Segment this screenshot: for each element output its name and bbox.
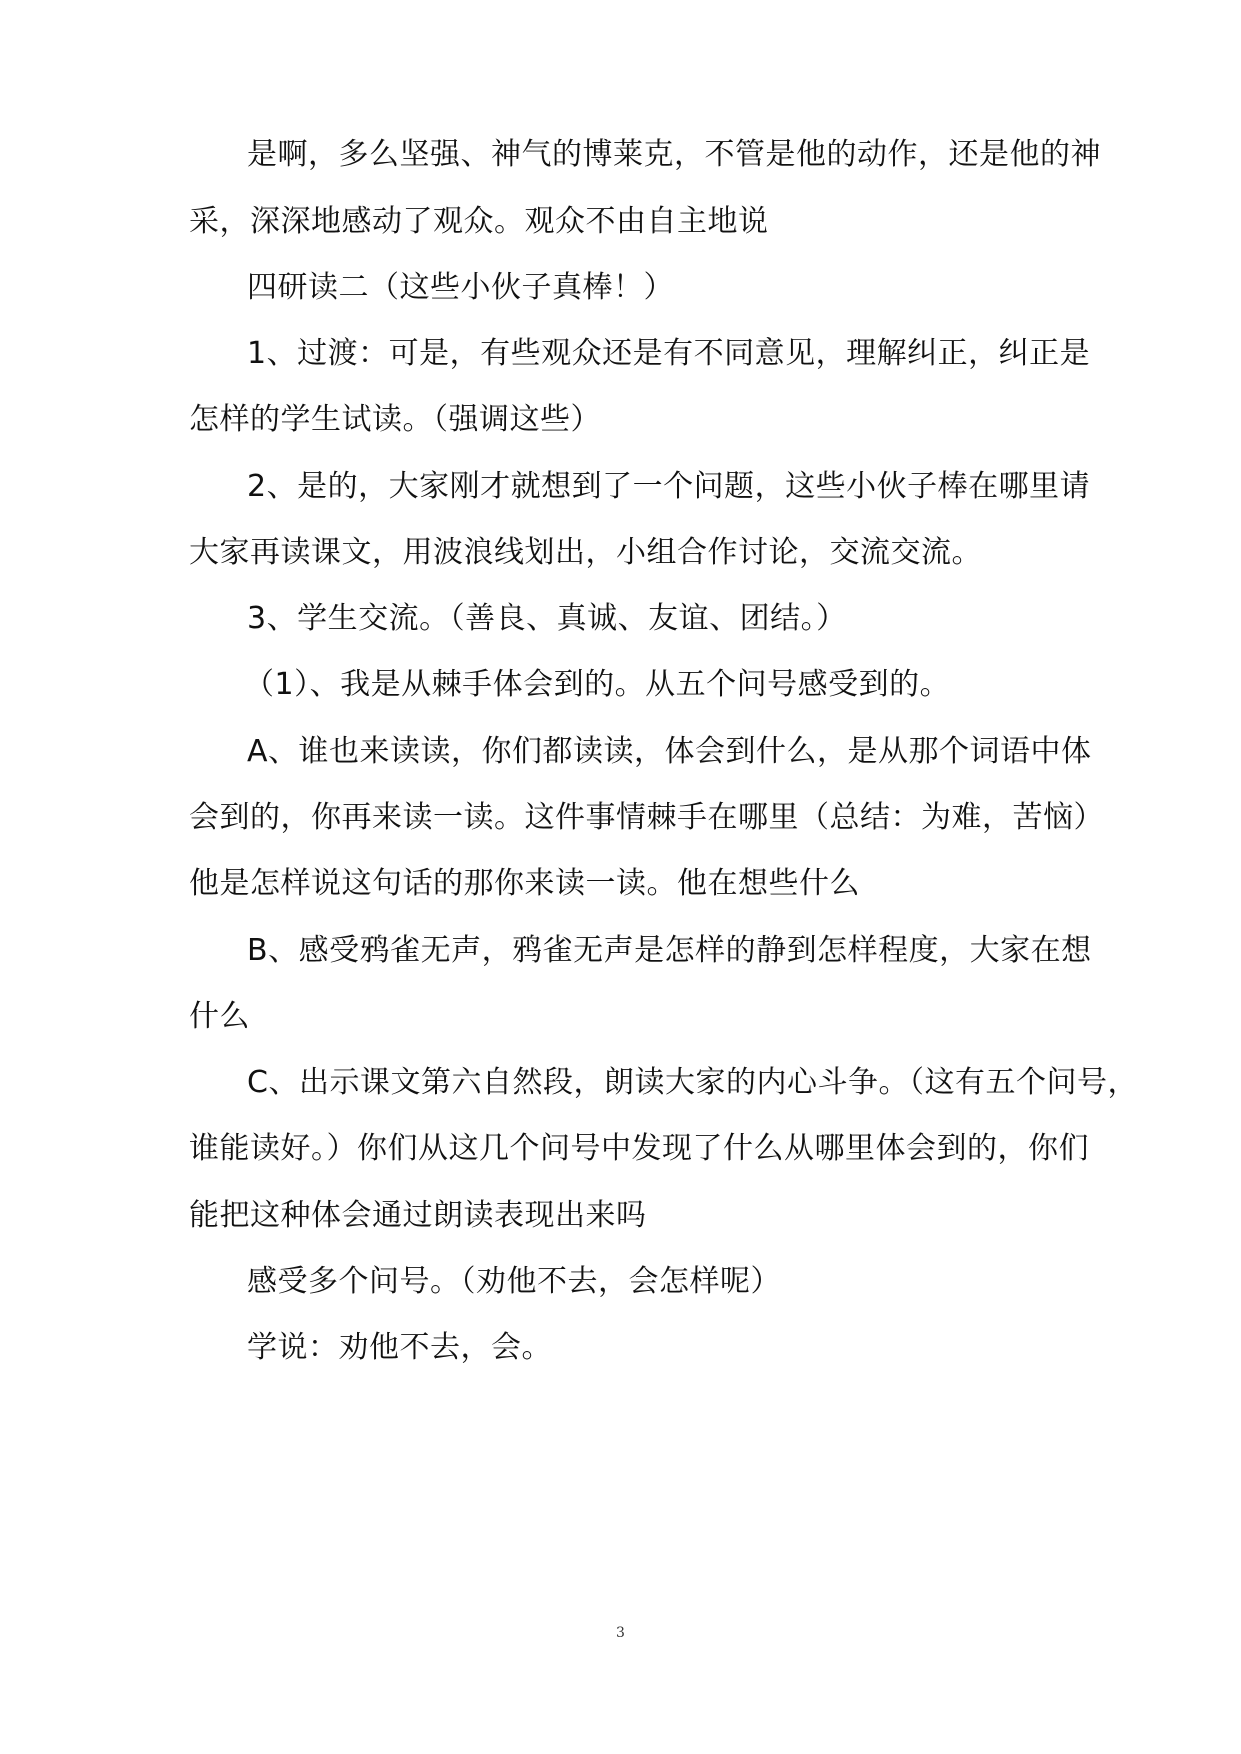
paragraph-line: 怎样的学生试读。（强调这些） <box>189 402 601 437</box>
section-heading: 四研读二（这些小伙子真棒！） <box>247 270 674 305</box>
paragraph-line: 2、是的，大家刚才就想到了一个问题，这些小伙子棒在哪里请 <box>247 469 1091 504</box>
paragraph-line: （1）、我是从棘手体会到的。从五个问号感受到的。 <box>244 667 951 702</box>
paragraph-line: 3、学生交流。（善良、真诚、友谊、团结。） <box>247 601 847 636</box>
paragraph-line: 他是怎样说这句话的那你来读一读。他在想些什么 <box>189 866 860 901</box>
paragraph-line: 是啊，多么坚强、神气的博莱克，不管是他的动作，还是他的神 <box>247 137 1101 172</box>
paragraph-line: 什么 <box>189 999 250 1034</box>
paragraph-line: 会到的，你再来读一读。这件事情棘手在哪里（总结：为难，苦恼） <box>189 800 1104 835</box>
paragraph-line: 学说：劝他不去，会。 <box>247 1330 552 1365</box>
paragraph-line: 1、过渡：可是，有些观众还是有不同意见，理解纠正，纠正是 <box>247 336 1091 371</box>
paragraph-line: B、感受鸦雀无声，鸦雀无声是怎样的静到怎样程度，大家在想 <box>247 933 1092 968</box>
paragraph-line: A、谁也来读读，你们都读读，体会到什么，是从那个词语中体 <box>247 734 1092 769</box>
paragraph-line: 大家再读课文，用波浪线划出，小组合作讨论，交流交流。 <box>189 535 982 570</box>
paragraph-line: 谁能读好。）你们从这几个问号中发现了什么从哪里体会到的，你们 <box>189 1131 1089 1166</box>
paragraph-line: C、出示课文第六自然段，朗读大家的内心斗争。（这有五个问号， <box>247 1065 1138 1100</box>
paragraph-line: 能把这种体会通过朗读表现出来吗 <box>189 1198 647 1233</box>
paragraph-line: 采，深深地感动了观众。观众不由自主地说 <box>189 204 769 239</box>
paragraph-line: 感受多个问号。（劝他不去，会怎样呢） <box>247 1264 781 1299</box>
page-number: 3 <box>616 1625 625 1641</box>
